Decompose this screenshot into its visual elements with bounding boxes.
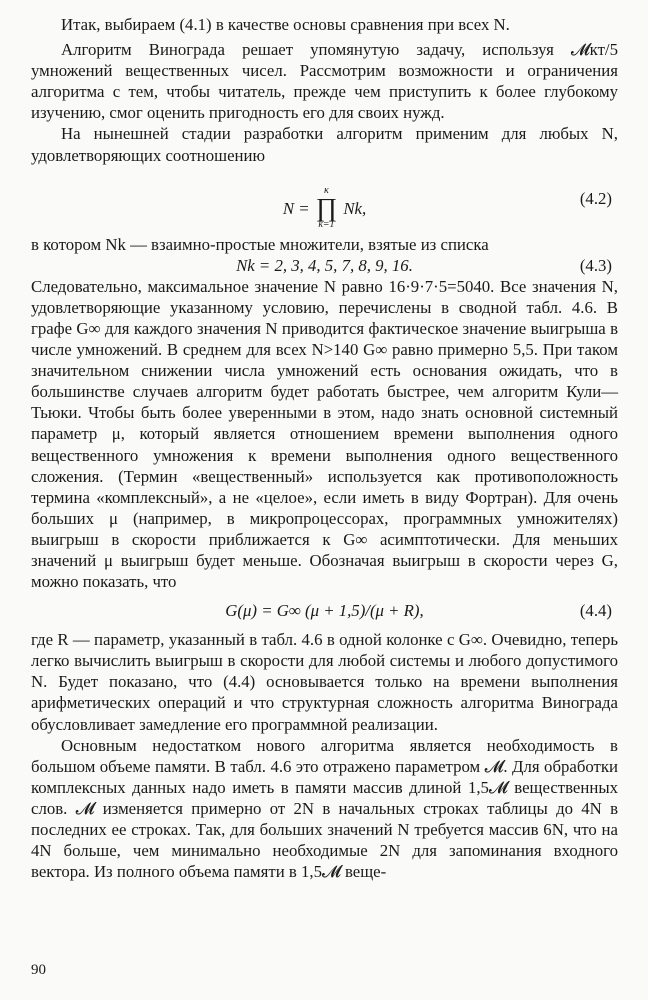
equation-4-2-rhs: Nk, [343,198,367,218]
equation-number-4-2: (4.2) [579,188,612,208]
equation-4-2-body [31,184,618,232]
equation-4-2 [31,166,618,234]
product-symbol: ∏ [315,192,338,222]
product-upper-limit: κ [324,184,329,196]
equation-4-3 [31,255,618,276]
equation-number-4-3: (4.3) [579,255,612,275]
paragraph-4: в котором Nk — взаимно-простые множители, взятые из списка [31,234,489,254]
page-body [31,14,618,882]
equation-4-2-lhs: N = [282,198,310,218]
product-lower-limit: k=1 [318,218,335,230]
paragraph-6: где R — параметр, указанный в табл. 4.6 в одной колонке с G∞. Очевидно, теперь легко вычислить выигрыш в скорости для любой системы и любого допустимого N. Будет показано, что (4.4) основывается только на времени выполнения арифметических операций и что структурная сложность алгоритма Винограда обусловливает замедление его программной реализации. [31,630,618,734]
paragraph-5: Следовательно, максимальное значение N равно 16·9·7·5=5040. Все значения N, удовлетворяющие указанному условию, перечислены в сводной табл. 4.6. В графе G∞ для каждого значения N приводится фактическое значение выигрыша в числе умножений. В среднем для всех N>140 G∞ равно примерно 5,5. При таком значительном снижении числа умножений есть основания ожидать, что в большинстве случаев алгоритм будет работать быстрее, чем алгоритм Кули—Тьюки. Чтобы быть более уверенными в этом, надо знать основной системный параметр μ, который является отношением времени выполнения одного вещественного умножения к времени выполнения одного вещественного сложения. (Термин «вещественный» используется как противоположность термина «комплексный», а не «целое», если иметь в виду Фортран). Для очень больших μ (например, в микропроцессорах, программных умножителях) выигрыш в скорости приближается к G∞ асимптотически. Для меньших значений μ выигрыш будет меньше. Обозначая выигрыш в скорости через G, можно показать, что [31,276,618,592]
equation-4-4-expr: G(μ) = G∞ (μ + 1,5)/(μ + R), [225,601,424,621]
product-operator [316,186,337,230]
page-number: 90 [31,962,46,978]
equation-4-3-expr: Nk = 2, 3, 4, 5, 7, 8, 9, 16. [236,255,413,275]
paragraph-3: На нынешней стадии разработки алгоритм применим для любых N, удовлетворяющих соотношению [31,124,618,165]
equation-4-4 [31,600,618,621]
equation-number-4-4: (4.4) [579,601,612,621]
paragraph-7: Основным недостатком нового алгоритма является необходимость в большом объеме памяти. В табл. 4.6 это отражено параметром 𝓜. Для обработки комплексных данных надо иметь в памяти массив длиной 1,5𝓜 вещественных слов. 𝓜 изменяется примерно от 2N в начальных строках таблицы до 4N в последних ее строках. Так, для больших значений N требуется массив 6N, что на 4N больше, чем минимально необходимые 2N для запоминания входного вектора. Из полного объема памяти в 1,5𝓜 веще- [31,735,618,882]
paragraph-1: Итак, выбираем (4.1) в качестве основы сравнения при всех N. [61,15,510,34]
paragraph-2: Алгоритм Винограда решает упомянутую задачу, используя 𝓜кт/5 умножений вещественных чисел. Рассмотрим возможности и ограничения алгоритма с тем, чтобы читатель, прежде чем приступить к более глубокому изучению, смог оценить пригодность его для своих нужд. [31,40,618,123]
